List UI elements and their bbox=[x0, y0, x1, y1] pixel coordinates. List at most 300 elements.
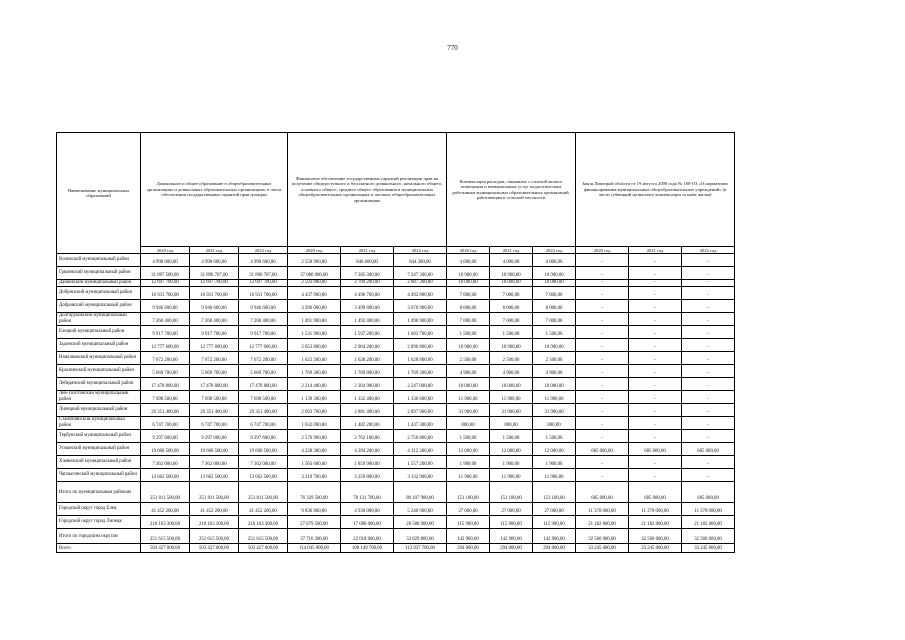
amount-cell: 7 362 000,00 bbox=[190, 456, 239, 469]
amount-cell: 3 499 800,00 bbox=[341, 300, 394, 313]
amount-cell: 11 900,00 bbox=[490, 469, 533, 482]
amount-cell: - bbox=[682, 254, 735, 267]
amount-cell: 115 900,00 bbox=[533, 516, 576, 529]
amount-cell: - bbox=[682, 280, 735, 287]
amount-cell: 31 897 500,00 bbox=[141, 267, 190, 280]
municipality-name: Добровский муниципальный район bbox=[57, 300, 141, 313]
group3-header: Компенсация расходов, связанных с оплатой жилого помещения и коммунальных услуг педагогическим работникам муниципальных образовательных организаций, работающим в сельской местности bbox=[447, 133, 576, 247]
amount-cell: 844 300,00 bbox=[394, 254, 447, 267]
year-header: 2022 год bbox=[533, 247, 576, 254]
municipality-name: Усманский муниципальный район bbox=[57, 443, 141, 456]
group1-header: Дошкольное и общее образование в общеобразовательных организациях и дошкольных образовательных организациях, в части обеспечения государственных гарантий прав граждан bbox=[141, 133, 288, 247]
amount-cell: 4 000,00 bbox=[533, 254, 576, 267]
amount-cell: - bbox=[629, 339, 682, 352]
amount-cell: - bbox=[629, 417, 682, 430]
amount-cell: 12 697 700,00 bbox=[190, 280, 239, 287]
amount-cell: 31 900,00 bbox=[490, 404, 533, 417]
amount-cell: 11 378 000,00 bbox=[629, 503, 682, 516]
amount-cell: 142 900,00 bbox=[490, 529, 533, 544]
amount-cell: 27 879 500,00 bbox=[288, 516, 341, 529]
municipality-name: Липецкий муниципальный район bbox=[57, 404, 141, 417]
amount-cell: 31 896 707,00 bbox=[239, 267, 288, 280]
amount-cell: 1 500,00 bbox=[533, 430, 576, 443]
year-header: 2020 год bbox=[576, 247, 629, 254]
amount-cell: 9 297 600,00 bbox=[141, 430, 190, 443]
amount-cell: 2 214 400,00 bbox=[288, 378, 341, 391]
amount-cell: 12 777 600,00 bbox=[239, 339, 288, 352]
amount-cell: 1 632 000,00 bbox=[288, 417, 341, 430]
amount-cell: 1 683 700,00 bbox=[394, 326, 447, 339]
amount-cell: 7 000,00 bbox=[447, 313, 490, 326]
table-row bbox=[57, 287, 735, 300]
municipality-name: Грязинский муниципальный район bbox=[57, 267, 141, 280]
table-row bbox=[57, 365, 735, 378]
amount-cell: 21 182 000,00 bbox=[629, 516, 682, 529]
amount-cell: - bbox=[576, 469, 629, 482]
municipality-name: Измалковский муниципальный район bbox=[57, 352, 141, 365]
municipality-name: Задонский муниципальный район bbox=[57, 339, 141, 352]
amount-cell: 1 139 300,00 bbox=[288, 391, 341, 404]
amount-cell: 3 132 900,00 bbox=[394, 469, 447, 482]
amount-cell: 33 245 000,00 bbox=[576, 544, 629, 553]
amount-cell: 685 000,00 bbox=[576, 482, 629, 503]
amount-cell: 12 000,00 bbox=[447, 443, 490, 456]
table-row bbox=[57, 516, 735, 529]
amount-cell: - bbox=[629, 326, 682, 339]
amount-cell: 16 931 700,00 bbox=[141, 287, 190, 300]
amount-cell: 1 500,00 bbox=[490, 326, 533, 339]
municipality-name: Чаплыгинский муниципальный район bbox=[57, 469, 141, 482]
amount-cell: 10 900,00 bbox=[490, 339, 533, 352]
amount-cell: 2 762 100,00 bbox=[341, 430, 394, 443]
amount-cell: 16 931 700,00 bbox=[239, 287, 288, 300]
amount-cell: 7 362 000,00 bbox=[141, 456, 190, 469]
amount-cell: 12 000,00 bbox=[490, 443, 533, 456]
table-row bbox=[57, 391, 735, 404]
amount-cell: 31 896 707,00 bbox=[190, 267, 239, 280]
amount-cell: 2 750 800,00 bbox=[394, 430, 447, 443]
year-header: 2020 год bbox=[447, 247, 490, 254]
col-name-header: Наименование муниципальных образований bbox=[57, 133, 141, 254]
amount-cell: 1 496 900,00 bbox=[394, 313, 447, 326]
amount-cell: 10 000,00 bbox=[533, 378, 576, 391]
amount-cell: - bbox=[682, 287, 735, 300]
amount-cell: 1 769 300,00 bbox=[288, 365, 341, 378]
municipality-name: Краснинский муниципальный район bbox=[57, 365, 141, 378]
amount-cell: - bbox=[629, 254, 682, 267]
amount-cell: 6 747 700,00 bbox=[141, 417, 190, 430]
amount-cell: 151 100,00 bbox=[447, 482, 490, 503]
amount-cell: 9 917 700,00 bbox=[141, 326, 190, 339]
amount-cell: - bbox=[629, 267, 682, 280]
amount-cell: 11 378 000,00 bbox=[576, 503, 629, 516]
amount-cell: 12 777 600,00 bbox=[190, 339, 239, 352]
amount-cell: 1 900,00 bbox=[533, 456, 576, 469]
amount-cell: - bbox=[576, 254, 629, 267]
amount-cell: 251 811 500,00 bbox=[141, 482, 190, 503]
amount-cell: 2 593 800,00 bbox=[288, 280, 341, 287]
table-row bbox=[57, 443, 735, 456]
subvention-table-wrapper bbox=[56, 132, 734, 553]
amount-cell: 7 347 300,00 bbox=[394, 267, 447, 280]
amount-cell: 9 917 700,00 bbox=[239, 326, 288, 339]
amount-cell: 3 396 000,00 bbox=[288, 300, 341, 313]
table-row bbox=[57, 352, 735, 365]
amount-cell: 12 697 700,00 bbox=[239, 280, 288, 287]
table-row bbox=[57, 529, 735, 544]
amount-cell: 4 437 900,00 bbox=[288, 287, 341, 300]
amount-cell: 1 332 400,00 bbox=[341, 391, 394, 404]
amount-cell: - bbox=[576, 280, 629, 287]
amount-cell: 9 946 600,00 bbox=[141, 300, 190, 313]
amount-cell: 5 669 700,00 bbox=[190, 365, 239, 378]
year-header: 2022 год bbox=[239, 247, 288, 254]
amount-cell: 11 378 000,00 bbox=[682, 503, 735, 516]
amount-cell: - bbox=[682, 391, 735, 404]
amount-cell: 685 000,00 bbox=[682, 482, 735, 503]
amount-cell: 6 747 700,00 bbox=[239, 417, 288, 430]
amount-cell: 115 900,00 bbox=[447, 516, 490, 529]
amount-cell: 800,00 bbox=[533, 417, 576, 430]
amount-cell: 1 500,00 bbox=[490, 430, 533, 443]
amount-cell: - bbox=[629, 287, 682, 300]
amount-cell: - bbox=[629, 300, 682, 313]
amount-cell: 1 492 400,00 bbox=[341, 313, 394, 326]
amount-cell: 7 260 400,00 bbox=[239, 313, 288, 326]
amount-cell: 2 576 900,00 bbox=[288, 430, 341, 443]
amount-cell: - bbox=[682, 469, 735, 482]
amount-cell: 5 669 700,00 bbox=[239, 365, 288, 378]
amount-cell: 12 697 700,00 bbox=[141, 280, 190, 287]
amount-cell: 113 937 700,00 bbox=[394, 544, 447, 553]
amount-cell: 151 100,00 bbox=[490, 482, 533, 503]
table-body bbox=[57, 254, 735, 553]
amount-cell: - bbox=[576, 300, 629, 313]
amount-cell: 5 669 700,00 bbox=[141, 365, 190, 378]
amount-cell: 12 000,00 bbox=[533, 443, 576, 456]
table-row bbox=[57, 417, 735, 430]
amount-cell: 10 900,00 bbox=[533, 339, 576, 352]
amount-cell: - bbox=[629, 313, 682, 326]
amount-cell: 29 351 400,00 bbox=[190, 404, 239, 417]
amount-cell: 41 452 200,00 bbox=[239, 503, 288, 516]
amount-cell: - bbox=[576, 417, 629, 430]
amount-cell: - bbox=[682, 404, 735, 417]
table-row bbox=[57, 300, 735, 313]
amount-cell: 800,00 bbox=[447, 417, 490, 430]
amount-cell: 4 000,00 bbox=[490, 254, 533, 267]
amount-cell: 7 000,00 bbox=[533, 313, 576, 326]
municipality-name: Долгоруковский муниципальный район bbox=[57, 313, 141, 326]
amount-cell: 2 304 900,00 bbox=[341, 378, 394, 391]
amount-cell: 2 500,00 bbox=[447, 352, 490, 365]
amount-cell: 4 312 300,00 bbox=[394, 443, 447, 456]
table-row bbox=[57, 404, 735, 417]
amount-cell: 2 500,00 bbox=[490, 352, 533, 365]
amount-cell: 29 351 400,00 bbox=[141, 404, 190, 417]
amount-cell: 7 000,00 bbox=[447, 287, 490, 300]
amount-cell: 251 811 500,00 bbox=[190, 482, 239, 503]
table-row bbox=[57, 482, 735, 503]
amount-cell: 2 558 900,00 bbox=[288, 254, 341, 267]
amount-cell: 7 698 500,00 bbox=[190, 391, 239, 404]
municipality-name: Хлевенский муниципальный район bbox=[57, 456, 141, 469]
amount-cell: - bbox=[576, 287, 629, 300]
amount-cell: 1 500,00 bbox=[447, 326, 490, 339]
amount-cell: 210 163 300,00 bbox=[190, 516, 239, 529]
amount-cell: 5 240 900,00 bbox=[394, 503, 447, 516]
municipality-name: Елецкий муниципальный район bbox=[57, 326, 141, 339]
amount-cell: 7 362 000,00 bbox=[239, 456, 288, 469]
amount-cell: 10 900,00 bbox=[447, 267, 490, 280]
amount-cell: 503 427 000,00 bbox=[190, 544, 239, 553]
amount-cell: 7 000,00 bbox=[490, 287, 533, 300]
amount-cell: 1 482 200,00 bbox=[341, 417, 394, 430]
amount-cell: 7 260 400,00 bbox=[190, 313, 239, 326]
amount-cell: 3 259 800,00 bbox=[341, 469, 394, 482]
amount-cell: 4 900,00 bbox=[490, 365, 533, 378]
municipality-name: Лев-Толстовский муниципальный район bbox=[57, 391, 141, 404]
amount-cell: 11 900,00 bbox=[490, 391, 533, 404]
table-row bbox=[57, 469, 735, 482]
amount-cell: 846 600,00 bbox=[341, 254, 394, 267]
amount-cell: 37 086 900,00 bbox=[288, 267, 341, 280]
amount-cell: - bbox=[629, 430, 682, 443]
amount-cell: 27 000,00 bbox=[533, 503, 576, 516]
amount-cell: - bbox=[682, 417, 735, 430]
amount-cell: 27 000,00 bbox=[490, 503, 533, 516]
amount-cell: 7 672 200,00 bbox=[239, 352, 288, 365]
year-header: 2021 год bbox=[629, 247, 682, 254]
amount-cell: 11 900,00 bbox=[533, 391, 576, 404]
year-header: 2021 год bbox=[490, 247, 533, 254]
amount-cell: - bbox=[629, 280, 682, 287]
amount-cell: 78 131 700,00 bbox=[341, 482, 394, 503]
amount-cell: 800,00 bbox=[490, 417, 533, 430]
amount-cell: 9 917 700,00 bbox=[190, 326, 239, 339]
amount-cell: 100 149 700,00 bbox=[341, 544, 394, 553]
municipality-name: Данковский муниципальный район bbox=[57, 280, 141, 287]
amount-cell: 4 228 300,00 bbox=[288, 443, 341, 456]
amount-cell: 4 900,00 bbox=[533, 365, 576, 378]
amount-cell: - bbox=[576, 267, 629, 280]
amount-cell: 19 600 500,00 bbox=[239, 443, 288, 456]
municipality-name: Добринский муниципальный район bbox=[57, 287, 141, 300]
municipality-name: Становлянский муниципальный район bbox=[57, 417, 141, 430]
amount-cell: 9 946 600,00 bbox=[190, 300, 239, 313]
amount-cell: 7 672 200,00 bbox=[141, 352, 190, 365]
amount-cell: - bbox=[576, 339, 629, 352]
amount-cell: 22 018 000,00 bbox=[341, 529, 394, 544]
amount-cell: 1 859 900,00 bbox=[341, 456, 394, 469]
amount-cell: 10 900,00 bbox=[490, 267, 533, 280]
amount-cell: 29 351 400,00 bbox=[239, 404, 288, 417]
amount-cell: - bbox=[576, 404, 629, 417]
amount-cell: 7 698 500,00 bbox=[239, 391, 288, 404]
amount-cell: 685 000,00 bbox=[629, 443, 682, 456]
amount-cell: - bbox=[576, 365, 629, 378]
amount-cell: 7 672 200,00 bbox=[190, 352, 239, 365]
subvention-table bbox=[56, 132, 735, 553]
amount-cell: 9 946 600,00 bbox=[239, 300, 288, 313]
amount-cell: 11 900,00 bbox=[447, 391, 490, 404]
amount-cell: 294 000,00 bbox=[533, 544, 576, 553]
amount-cell: 151 100,00 bbox=[533, 482, 576, 503]
municipality-name: Лебедянский муниципальный район bbox=[57, 378, 141, 391]
amount-cell: 10 000,00 bbox=[490, 280, 533, 287]
amount-cell: 2 897 900,00 bbox=[394, 404, 447, 417]
year-header: 2021 год bbox=[190, 247, 239, 254]
amount-cell: 13 662 500,00 bbox=[239, 469, 288, 482]
amount-cell: 2 896 800,00 bbox=[394, 339, 447, 352]
amount-cell: 41 452 200,00 bbox=[141, 503, 190, 516]
amount-cell: 33 829 800,00 bbox=[394, 529, 447, 544]
amount-cell: 294 000,00 bbox=[490, 544, 533, 553]
amount-cell: - bbox=[682, 352, 735, 365]
amount-cell: 41 452 200,00 bbox=[190, 503, 239, 516]
amount-cell: 4 496 700,00 bbox=[341, 287, 394, 300]
table-row bbox=[57, 430, 735, 443]
amount-cell: 8 000,00 bbox=[447, 300, 490, 313]
amount-cell: 17 478 800,00 bbox=[190, 378, 239, 391]
table-row bbox=[57, 503, 735, 516]
table-row bbox=[57, 339, 735, 352]
amount-cell: 1 597 200,00 bbox=[341, 326, 394, 339]
amount-cell: 10 000,00 bbox=[533, 280, 576, 287]
amount-cell: 11 900,00 bbox=[533, 469, 576, 482]
amount-cell: 1 557 200,00 bbox=[394, 456, 447, 469]
amount-cell: 17 478 800,00 bbox=[141, 378, 190, 391]
amount-cell: 10 000,00 bbox=[447, 280, 490, 287]
table-row bbox=[57, 326, 735, 339]
table-row bbox=[57, 254, 735, 267]
table-row bbox=[57, 456, 735, 469]
table-row bbox=[57, 378, 735, 391]
municipality-name: Воловский муниципальный район bbox=[57, 254, 141, 267]
amount-cell: 8 000,00 bbox=[533, 300, 576, 313]
amount-cell: - bbox=[682, 326, 735, 339]
amount-cell: - bbox=[629, 391, 682, 404]
amount-cell: 1 500,00 bbox=[447, 430, 490, 443]
municipality-name: Городской округ город Елец bbox=[57, 503, 141, 516]
amount-cell: 13 662 500,00 bbox=[190, 469, 239, 482]
amount-cell: 4 930 000,00 bbox=[341, 503, 394, 516]
amount-cell: 685 000,00 bbox=[682, 443, 735, 456]
amount-cell: 142 900,00 bbox=[533, 529, 576, 544]
amount-cell: 1 628 200,00 bbox=[341, 352, 394, 365]
municipality-name: Итого по городским округам bbox=[57, 529, 141, 544]
amount-cell: 2 693 700,00 bbox=[288, 404, 341, 417]
amount-cell: - bbox=[682, 267, 735, 280]
amount-cell: 294 000,00 bbox=[447, 544, 490, 553]
amount-cell: - bbox=[576, 430, 629, 443]
amount-cell: 1 531 900,00 bbox=[288, 326, 341, 339]
amount-cell: 11 900,00 bbox=[447, 469, 490, 482]
amount-cell: - bbox=[682, 300, 735, 313]
year-header: 2022 год bbox=[682, 247, 735, 254]
amount-cell: - bbox=[576, 313, 629, 326]
amount-cell: 19 600 500,00 bbox=[141, 443, 190, 456]
amount-cell: 31 900,00 bbox=[447, 404, 490, 417]
amount-cell: 210 163 300,00 bbox=[141, 516, 190, 529]
amount-cell: 27 000,00 bbox=[447, 503, 490, 516]
amount-cell: 1 769 800,00 bbox=[341, 365, 394, 378]
amount-cell: - bbox=[682, 378, 735, 391]
page-number: 770 bbox=[447, 44, 458, 52]
amount-cell: - bbox=[576, 391, 629, 404]
table-row bbox=[57, 267, 735, 280]
amount-cell: - bbox=[629, 365, 682, 378]
amount-cell: 685 000,00 bbox=[629, 482, 682, 503]
amount-cell: 3 210 700,00 bbox=[288, 469, 341, 482]
amount-cell: 4 998 600,00 bbox=[141, 254, 190, 267]
amount-cell: 76 329 500,00 bbox=[288, 482, 341, 503]
amount-cell: 210 163 300,00 bbox=[239, 516, 288, 529]
amount-cell: 2 653 800,00 bbox=[288, 339, 341, 352]
amount-cell: 17 088 000,00 bbox=[341, 516, 394, 529]
amount-cell: 9 836 800,00 bbox=[288, 503, 341, 516]
amount-cell: 32 560 000,00 bbox=[576, 529, 629, 544]
table-row bbox=[57, 544, 735, 553]
amount-cell: 503 427 000,00 bbox=[239, 544, 288, 553]
amount-cell: - bbox=[629, 456, 682, 469]
amount-cell: 7 698 500,00 bbox=[141, 391, 190, 404]
amount-cell: 7 000,00 bbox=[533, 287, 576, 300]
amount-cell: 2 789 200,00 bbox=[341, 280, 394, 287]
amount-cell: - bbox=[576, 456, 629, 469]
amount-cell: 10 900,00 bbox=[447, 339, 490, 352]
amount-cell: 3 670 900,00 bbox=[394, 300, 447, 313]
amount-cell: 28 588 900,00 bbox=[394, 516, 447, 529]
amount-cell: 2 887 300,00 bbox=[394, 280, 447, 287]
amount-cell: 4 998 600,00 bbox=[239, 254, 288, 267]
group4-header: Закон Липецкой области от 19 августа 2008 года № 180-ОЗ «О нормативах финансирования муниципальных общеобразовательных учреждений» (в части субвенций на выплату компенсации за наём жилья) bbox=[576, 133, 735, 247]
amount-cell: 503 427 000,00 bbox=[141, 544, 190, 553]
amount-cell: 114 045 800,00 bbox=[288, 544, 341, 553]
amount-cell: 37 716 300,00 bbox=[288, 529, 341, 544]
amount-cell: 8 000,00 bbox=[490, 300, 533, 313]
amount-cell: - bbox=[682, 313, 735, 326]
amount-cell: 7 260 400,00 bbox=[141, 313, 190, 326]
municipality-name: Тербунский муниципальный район bbox=[57, 430, 141, 443]
table-row bbox=[57, 313, 735, 326]
amount-cell: 9 297 600,00 bbox=[190, 430, 239, 443]
amount-cell: 1 437 300,00 bbox=[394, 417, 447, 430]
amount-cell: 142 900,00 bbox=[447, 529, 490, 544]
amount-cell: 17 478 800,00 bbox=[239, 378, 288, 391]
amount-cell: 251 811 500,00 bbox=[239, 482, 288, 503]
amount-cell: 1 336 600,00 bbox=[394, 391, 447, 404]
amount-cell: 685 000,00 bbox=[576, 443, 629, 456]
group2-header: Финансовое обеспечение государственных гарантий реализации прав на получение общедоступного и бесплатного дошкольного, начального общего, основного общего, среднего общего образования в муниципальных общеобразовательных организациях и частных общеобразовательных организациях bbox=[288, 133, 447, 247]
header-row bbox=[57, 133, 735, 247]
amount-cell: 251 615 500,00 bbox=[239, 529, 288, 544]
amount-cell: 19 600 500,00 bbox=[190, 443, 239, 456]
amount-cell: 1 900,00 bbox=[490, 456, 533, 469]
amount-cell: 2 904 200,00 bbox=[341, 339, 394, 352]
amount-cell: 1 500,00 bbox=[533, 326, 576, 339]
amount-cell: 1 623 200,00 bbox=[288, 352, 341, 365]
amount-cell: - bbox=[682, 339, 735, 352]
amount-cell: - bbox=[576, 326, 629, 339]
amount-cell: 2 247 000,00 bbox=[394, 378, 447, 391]
year-header: 2020 год bbox=[141, 247, 190, 254]
amount-cell: 1 900,00 bbox=[447, 456, 490, 469]
amount-cell: 10 000,00 bbox=[490, 378, 533, 391]
amount-cell: - bbox=[682, 430, 735, 443]
amount-cell: 9 297 600,00 bbox=[239, 430, 288, 443]
municipality-name: Итого по муниципальным районам bbox=[57, 482, 141, 503]
